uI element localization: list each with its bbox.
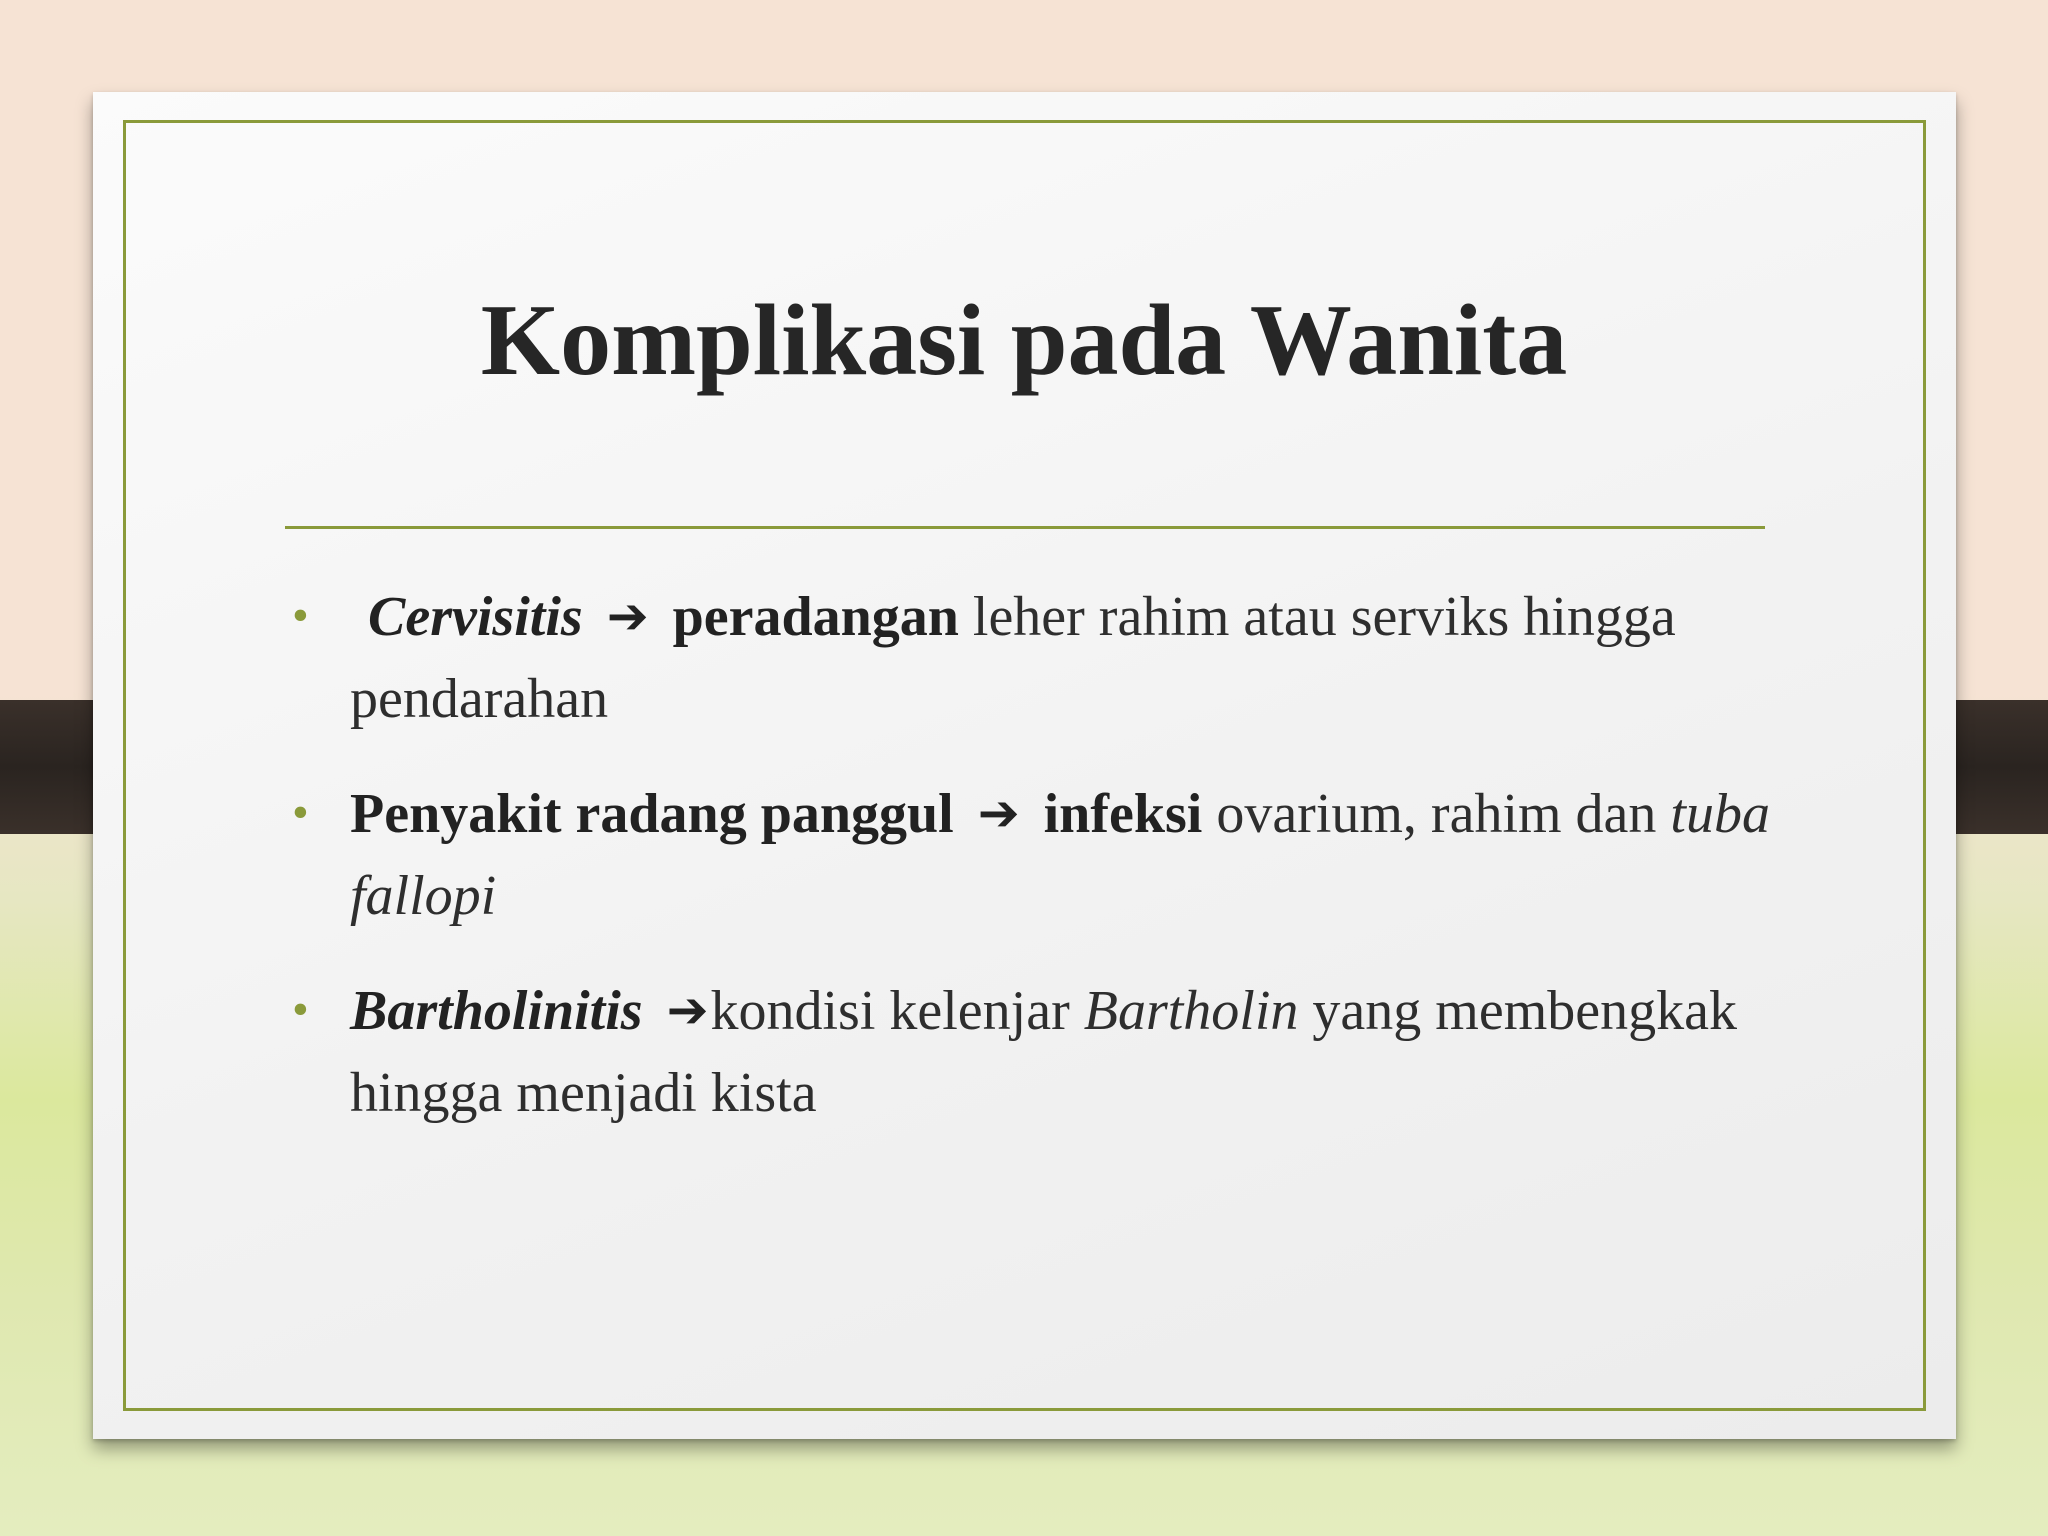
slide-title: Komplikasi pada Wanita <box>480 284 1568 397</box>
bullet-text: kondisi kelenjar <box>710 980 1084 1042</box>
bullet-item-cervisitis <box>290 575 1770 740</box>
bullet-list <box>290 575 1770 1166</box>
bullet-text: yang membengkak hingga menjadi kista <box>350 980 1737 1124</box>
bullet-dot-icon: • <box>292 589 309 642</box>
bullet-term: Cervisitis <box>368 586 583 648</box>
bullet-dot-icon: • <box>292 983 309 1036</box>
bullet-text: ovarium, rahim dan <box>1202 783 1671 845</box>
bullet-item-bartholinitis <box>290 969 1770 1134</box>
right-arrow-icon: ➔ <box>977 784 1020 842</box>
bullet-text: leher rahim atau serviks hingga pendarahan <box>350 586 1676 730</box>
title-divider <box>285 526 1765 529</box>
right-arrow-icon: ➔ <box>666 981 709 1039</box>
right-arrow-icon: ➔ <box>606 587 649 645</box>
bullet-term: Bartholinitis <box>350 980 643 1042</box>
bullet-keyword: infeksi <box>1043 783 1203 845</box>
bullet-term: Penyakit radang panggul <box>350 783 954 845</box>
bullet-italic-term: Bartholin <box>1083 980 1299 1042</box>
bullet-keyword: peradangan <box>672 586 959 648</box>
bullet-item-radang-panggul <box>290 772 1770 937</box>
bullet-italic-term: tuba fallopi <box>350 783 1770 927</box>
bullet-dot-icon: • <box>292 786 309 839</box>
